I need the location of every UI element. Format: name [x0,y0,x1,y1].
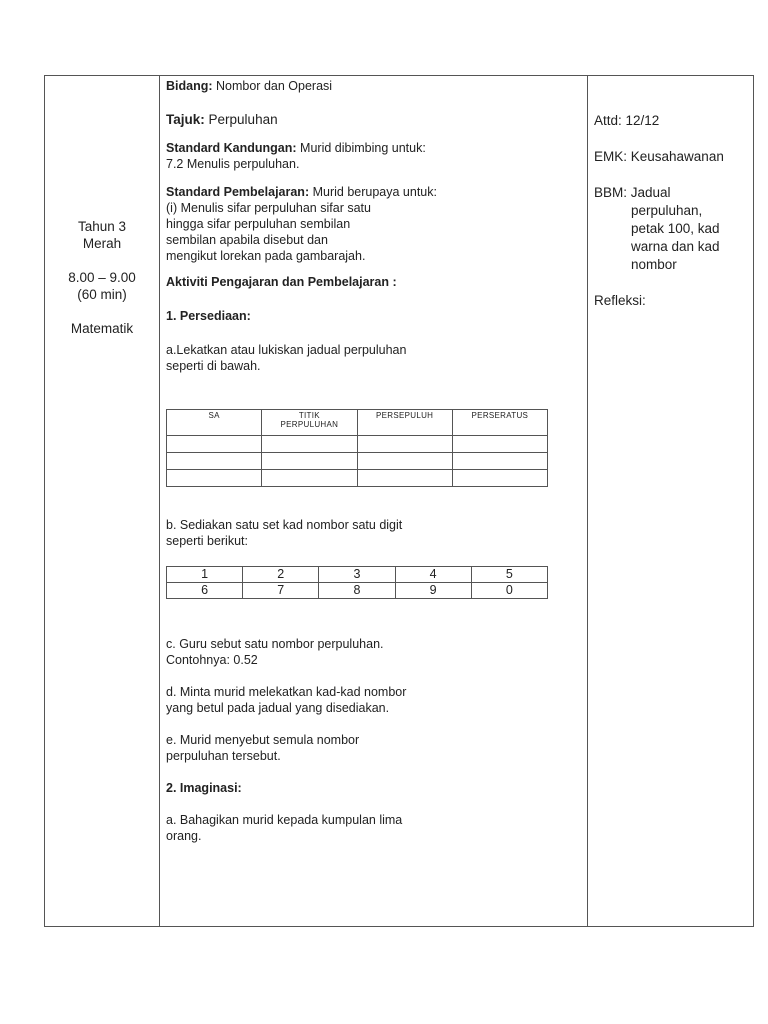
sk-label: Standard Kandungan: [166,141,297,155]
tajuk-value: Perpuluhan [208,112,278,127]
table-header-row [167,410,548,436]
refleksi: Refleksi: [594,293,646,308]
tajuk-line [166,112,584,128]
number-card: 8 [319,583,395,599]
bbm-line-3: petak 100, kad [631,221,720,236]
sp-text-4: mengikut lorekan pada gambarajah. [166,249,366,263]
class-name: Merah [82,236,122,251]
emk: EMK: Keusahawanan [594,149,724,164]
sp-text-2: hingga sifar perpuluhan sembilan [166,217,351,231]
section-2-heading: 2. Imaginasi: [166,781,242,795]
bbm-line-4: warna dan kad [631,239,720,254]
lesson-time: 8.00 – 9.00 [68,270,136,285]
section-1-heading: 1. Persediaan: [166,309,251,323]
table-row [167,470,548,487]
number-card: 2 [243,567,319,583]
step2-a-line-2: orang. [166,829,202,843]
header-titik-perpuluhan: TITIK PERPULUHAN [262,410,357,436]
step-d-line-2: yang betul pada jadual yang disediakan. [166,701,390,715]
step-b-line-2: seperti berikut: [166,534,248,548]
bidang-line [166,78,584,94]
lesson-plan-table [44,75,754,927]
sp-intro: Murid berupaya untuk: [312,185,437,199]
table-row [167,453,548,470]
sp-text-1: (i) Menulis sifar perpuluhan sifar satu [166,201,371,215]
bbm-line-5: nombor [631,257,677,272]
table-row [167,583,548,599]
step-a-line-1: a.Lekatkan atau lukiskan jadual perpuluhan [166,343,407,357]
lesson-content-column [166,78,584,374]
bidang-value: Nombor dan Operasi [216,79,333,93]
header-sa: SA [167,410,262,436]
sk-item: 7.2 Menulis perpuluhan. [166,157,300,171]
bbm-line-1: BBM: Jadual [594,185,671,200]
step-b [166,517,584,549]
number-card: 1 [167,567,243,583]
step-c-line-1: c. Guru sebut satu nombor perpuluhan. [166,637,384,651]
number-card: 6 [167,583,243,599]
sp-text-3: sembilan apabila disebut dan [166,233,328,247]
step-c-line-2: Contohnya: 0.52 [166,653,258,667]
step-e-line-1: e. Murid menyebut semula nombor [166,733,360,747]
sk-intro: Murid dibimbing untuk: [300,141,426,155]
bidang-label: Bidang: [166,79,213,93]
activity-heading: Aktiviti Pengajaran dan Pembelajaran : [166,275,397,289]
steps-c-to-e [166,636,584,844]
lesson-duration: (60 min) [77,287,127,302]
bbm-line-2: perpuluhan, [631,203,703,218]
column-divider-left [159,76,160,926]
number-card: 7 [243,583,319,599]
attendance: Attd: 12/12 [594,113,660,128]
step-e-line-2: perpuluhan tersebut. [166,749,281,763]
class-year: Tahun 3 [77,219,127,234]
subject: Matematik [70,321,134,336]
step-b-line-1: b. Sediakan satu set kad nombor satu digit [166,518,403,532]
number-card: 9 [395,583,471,599]
decimal-place-table [166,409,548,487]
step2-a-line-1: a. Bahagikan murid kepada kumpulan lima [166,813,403,827]
table-row [167,436,548,453]
number-card: 4 [395,567,471,583]
header-persepuluh: PERSEPULUH [357,410,452,436]
column-divider-right [587,76,588,926]
number-card: 0 [471,583,547,599]
number-card: 5 [471,567,547,583]
table-row [167,567,548,583]
sp-line [166,184,584,200]
header-perseratus: PERSERATUS [452,410,547,436]
class-info-column [45,218,159,337]
sk-line [166,140,584,156]
number-cards-table [166,566,548,599]
sp-label: Standard Pembelajaran: [166,185,310,199]
notes-column [594,112,754,310]
tajuk-label: Tajuk: [166,112,205,127]
number-card: 3 [319,567,395,583]
step-d-line-1: d. Minta murid melekatkan kad-kad nombor [166,685,407,699]
step-a-line-2: seperti di bawah. [166,359,261,373]
